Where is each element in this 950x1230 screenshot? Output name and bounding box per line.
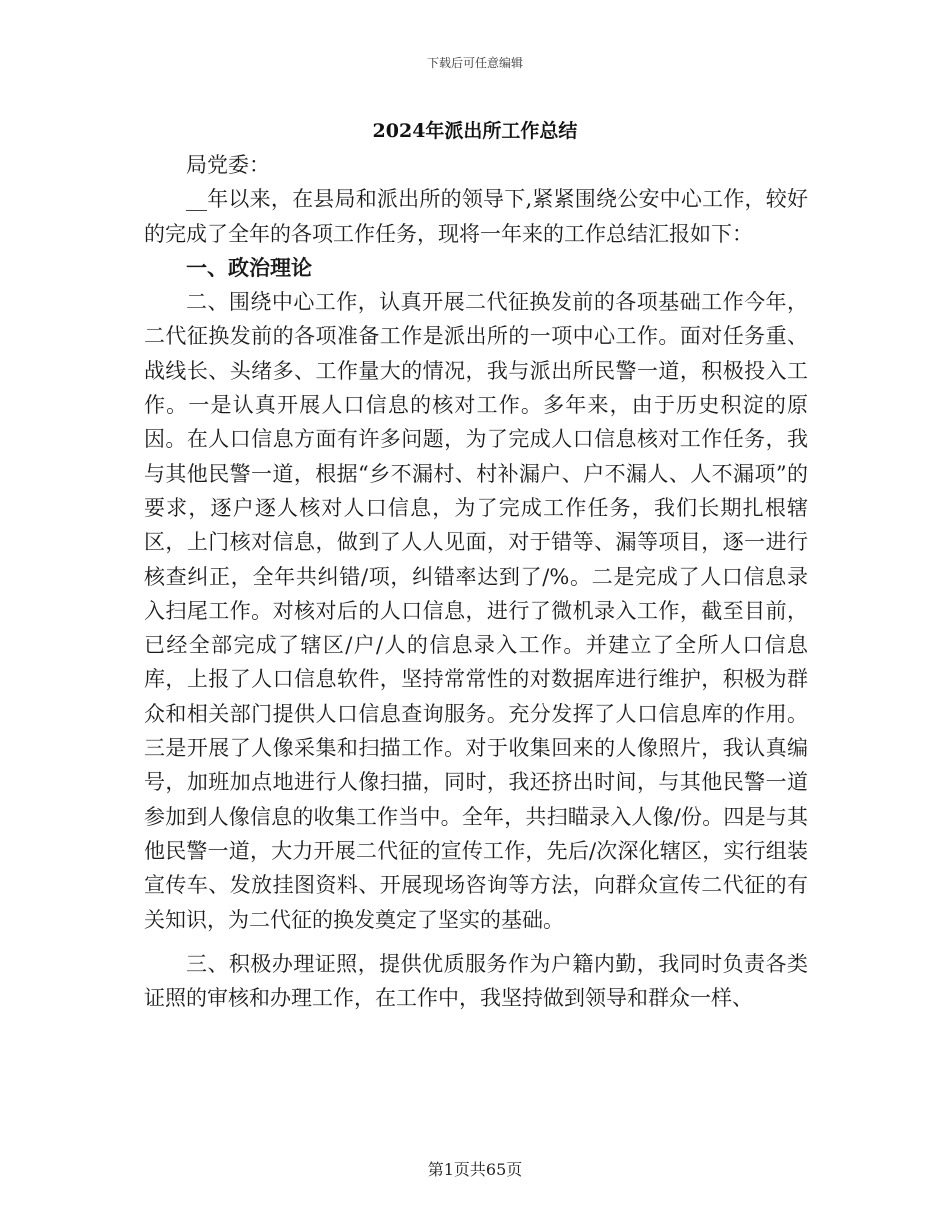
section-heading-politics: 一、政治理论 (186, 254, 312, 280)
page-footer: 第1页共65页 (427, 1160, 523, 1179)
salutation: 局党委： (186, 153, 270, 177)
paragraph-section-three: 三、积极办理证照，提供优质服务作为户籍内勤，我同时负责各类证照的审核和办理工作，在工作中，我坚持做到领导和群众一样、 (144, 951, 808, 1011)
paragraph-intro: __年以来，在县局和派出所的领导下,紧紧围绕公安中心工作，较好的完成了全年的各项工作任务，现将一年来的工作总结汇报如下： (144, 187, 808, 246)
header-note: 下载后可任意编辑 (426, 56, 523, 70)
document-body (144, 148, 808, 1015)
document-title: 2024年派出所工作总结 (372, 120, 578, 142)
paragraph-section-two: 二、围绕中心工作，认真开展二代征换发前的各项基础工作今年，二代征换发前的各项准备工作是派出所的一项中心工作。面对任务重、战线长、头绪多、工作量大的情况，我与派出所民警一道，积极投入工作。一是认真开展人口信息的核对工作。多年来，由于历史积淀的原因。在人口信息方面有许多问题，为了完成人口信息核对工作任务，我与其他民警一道，根据“乡不漏村、村补漏户、户不漏人、人不漏项”的要求，逐户逐人核对人口信息，为了完成工作任务，我们长期扎根辖区，上门核对信息，做到了人人见面，对于错等、漏等项目，逐一进行核查纠正，全年共纠错/项，纠错率达到了/%。二是完成了人口信息录入扫尾工作。对核对后的人口信息，进行了微机录入工作，截至目前，已经全部完成了辖区/户/人的信息录入工作。并建立了全所人口信息库，上报了人口信息软件，坚持常常性的对数据库进行维护，积极为群众和相关部门提供人口信息查询服务。充分发挥了人口信息库的作用。三是开展了人像采集和扫描工作。对于收集回来的人像照片，我认真编号，加班加点地进行人像扫描，同时，我还挤出时间，与其他民警一道参加到人像信息的收集工作当中。全年，共扫瞄录入人像/份。四是与其他民警一道，大力开展二代征的宣传工作，先后/次深化辖区，实行组装宣传车、发放挂图资料、开展现场咨询等方法，向群众宣传二代征的有关知识，为二代征的换发奠定了坚实的基础。 (144, 290, 808, 932)
